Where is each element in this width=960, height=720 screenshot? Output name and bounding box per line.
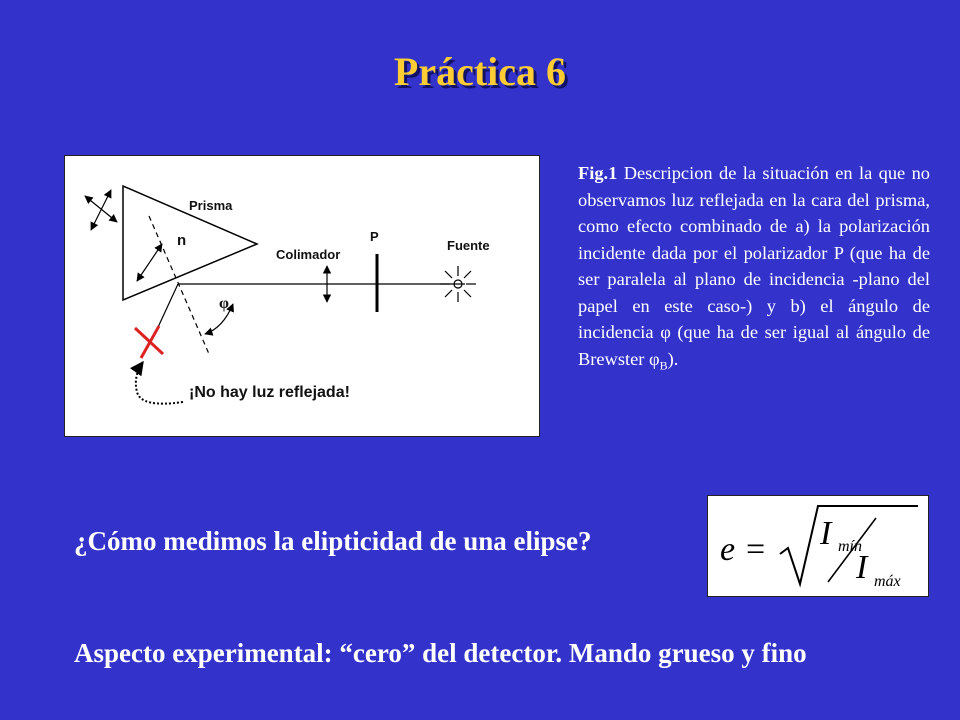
ellipticity-formula <box>707 495 929 597</box>
no-reflection-cross-icon <box>135 326 163 358</box>
prism-diagram <box>64 155 540 437</box>
caption-phi-b-subscript: B <box>659 358 668 373</box>
ellipticity-question: ¿Cómo medimos la elipticidad de una elipse? <box>74 526 592 556</box>
numerator-subscript: mín <box>838 538 862 555</box>
pointer-arrow <box>136 362 183 404</box>
polarization-arrow-outer <box>91 190 111 230</box>
formula-lhs: e <box>720 531 736 568</box>
formula-equals: = <box>746 531 766 568</box>
caption-text-end: ). <box>667 348 679 369</box>
caption-phi-b: φ <box>649 348 660 369</box>
polarizer-label: P <box>370 229 379 244</box>
caption-phi: φ <box>660 322 671 342</box>
figure-number: Fig.1 <box>578 163 618 183</box>
denominator-subscript: máx <box>874 573 901 590</box>
source-label: Fuente <box>447 238 490 253</box>
formula-drawing <box>708 496 928 596</box>
numerator: I <box>820 515 832 552</box>
page-title: Práctica 6 <box>393 49 567 94</box>
polarization-arrow-outer-cross <box>85 196 117 222</box>
collimator-label: Colimador <box>276 247 341 262</box>
caption-text-1: Descripcion de la situación en la que no observamos luz reflejada en la cara del prisma, como efecto combinado de a) la polarización incidente dada por el polarizador P (que ha de ser paralela al plano de incidencia -plano del papel en este caso-) y b) el ángulo de incidencia <box>578 163 930 342</box>
angle-label: φ <box>219 295 229 312</box>
prism-label: Prisma <box>189 198 233 213</box>
figure-caption <box>578 160 930 379</box>
polarization-arrow-inner <box>137 244 162 281</box>
no-reflected-light-label: ¡No hay luz reflejada! <box>189 384 350 401</box>
denominator: I <box>856 549 868 586</box>
caption-text-2: (que ha de ser igual al ángulo de Brewster <box>578 322 930 369</box>
experimental-aspect: Aspecto experimental: “cero” del detector. Mando grueso y fino <box>74 638 807 668</box>
refractive-index-label: n <box>177 232 187 249</box>
